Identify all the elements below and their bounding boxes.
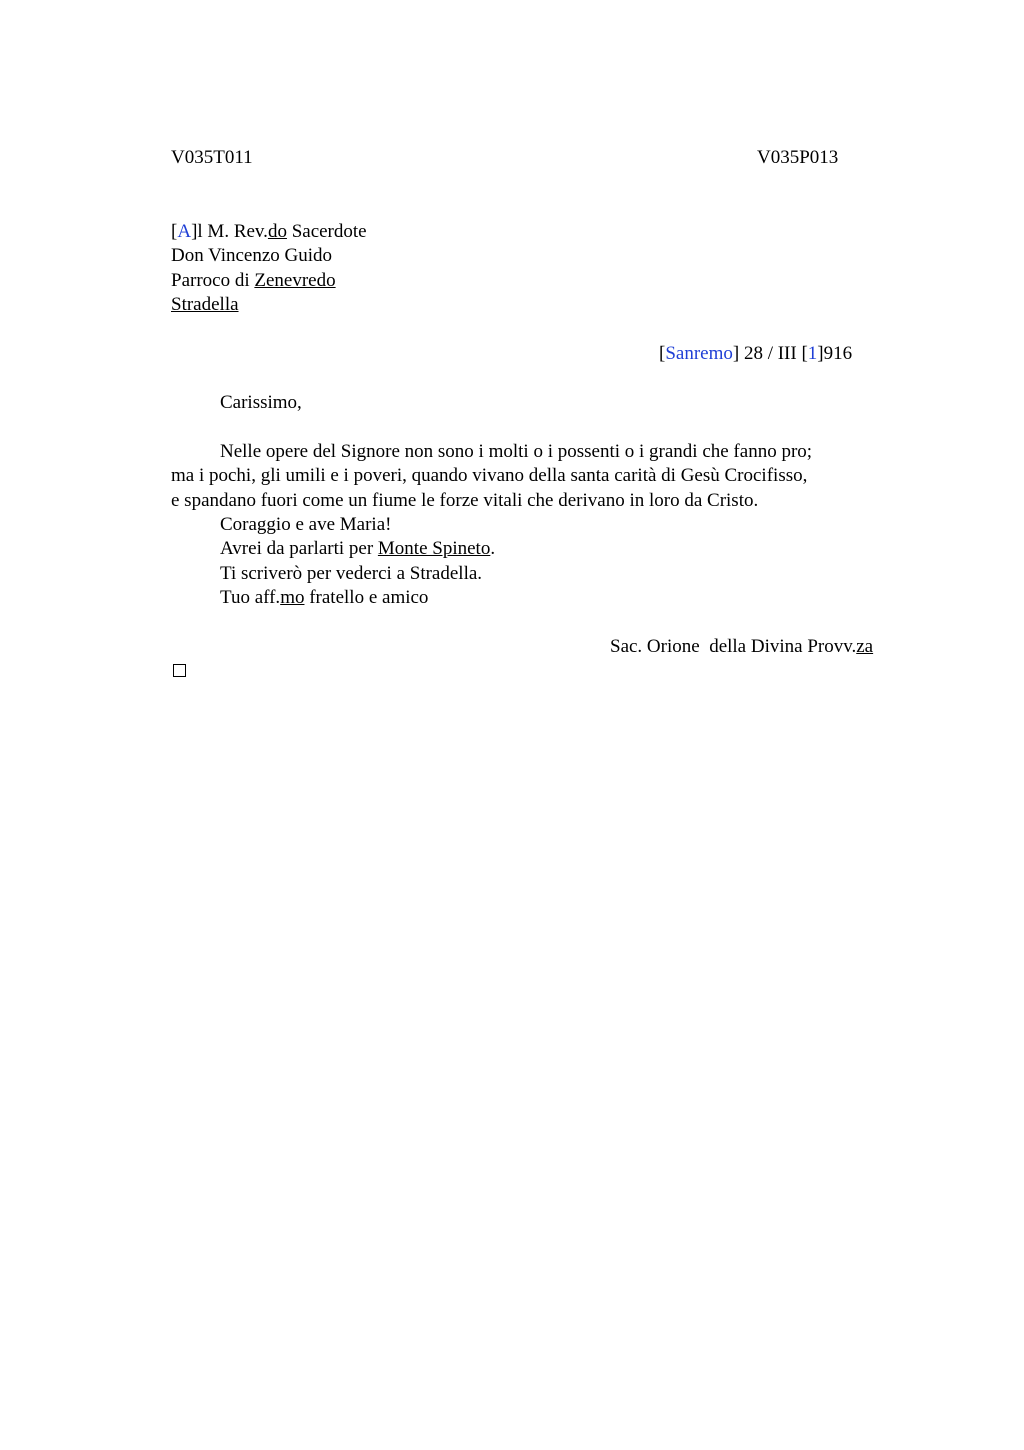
salutation: Carissimo,	[220, 392, 302, 413]
body-line: Coraggio e ave Maria!	[220, 514, 392, 535]
address-prefix: Parroco di	[171, 270, 255, 291]
bracket-close: ]	[191, 221, 198, 242]
document-code-left: V035T011	[171, 147, 253, 168]
abbreviation-superscript: do	[267, 221, 287, 242]
date-year: 916	[823, 343, 853, 364]
body-line: Nelle opere del Signore non sono i molti o i possenti o i grandi che fanno pro;	[220, 441, 813, 462]
address-line-2: Don Vincenzo Guido	[171, 245, 333, 266]
date-place: Sanremo	[665, 343, 733, 364]
document-code-right: V035P013	[757, 147, 839, 168]
closing-text: Tuo aff.	[220, 587, 281, 608]
date-bracket: ]	[817, 343, 824, 364]
body-line: e spandano fuori come un fiume le forze vitali che derivano in loro da Cristo.	[171, 490, 759, 511]
restored-letter: A	[177, 221, 192, 242]
place-name: Monte Spineto	[377, 538, 491, 559]
address-line-1	[171, 220, 367, 244]
date-bracket: ]	[732, 343, 740, 364]
body-text: Avrei da parlarti per	[220, 538, 378, 559]
abbreviation-superscript: za	[856, 636, 874, 657]
signature-text: Sac. Orione della Divina Provv.	[610, 636, 857, 657]
address-line-3	[171, 269, 336, 293]
bracket-open: [	[171, 221, 178, 242]
date-day-month: 28 / III	[739, 343, 802, 364]
place-name: Zenevredo	[254, 270, 336, 291]
address-line-4: Stradella	[171, 294, 239, 315]
date-bracket: [	[659, 343, 666, 364]
body-line	[220, 537, 495, 561]
date-line	[659, 342, 852, 366]
body-line: Ti scriverò per vederci a Stradella.	[220, 563, 483, 584]
signature	[610, 635, 873, 659]
body-text: .	[490, 538, 496, 559]
body-line: ma i pochi, gli umili e i poveri, quando vivano della santa carità di Gesù Crocifisso,	[171, 465, 808, 486]
abbreviation-superscript: mo	[280, 587, 305, 608]
address-text: l M. Rev.	[197, 221, 268, 242]
date-restored-digit: 1	[807, 343, 818, 364]
square-icon	[173, 664, 186, 677]
date-bracket: [	[801, 343, 808, 364]
closing-line	[220, 586, 428, 610]
address-text-end: Sacerdote	[286, 221, 367, 242]
closing-text: fratello e amico	[304, 587, 429, 608]
